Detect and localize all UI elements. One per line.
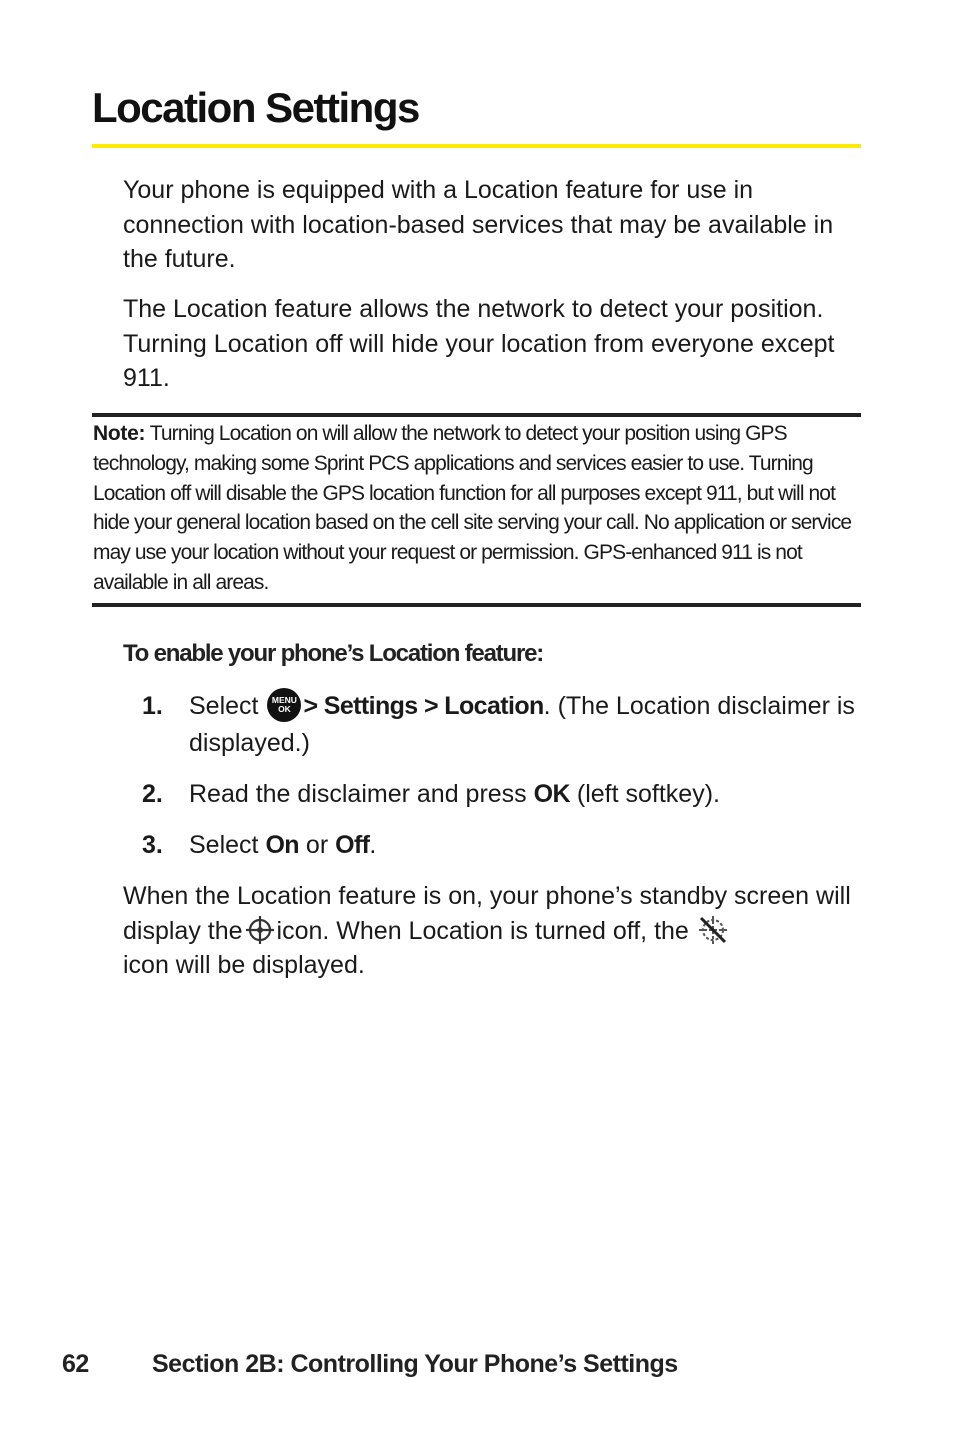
intro-paragraph-2: The Location feature allows the network to detect your position. Turning Location off will hide your location from everyone except 911. [123,295,835,392]
note-label: Note: [93,422,146,445]
or-text: or [305,831,329,859]
step-text [189,776,858,813]
note-text: Turning Location on will allow the network to detect your position using GPS technology, making some Sprint PCS applications and services easier to use. Turning Location off will disable the GPS location function for all purposes except 911, but will not hide your general location based on the cell site serving your call. No application or service may use your location without your request or permission. GPS-enhanced 911 is not available in all areas. [93,422,852,594]
location-on-icon [245,915,275,945]
note-top-rule [92,413,861,417]
step-3 [142,827,858,864]
note-bottom-rule [92,603,861,607]
ok-icon-label: OK [278,704,291,714]
ok-key: OK [533,780,570,808]
title-underline [92,144,861,148]
step-text [189,827,858,864]
step-number: 2. [142,780,163,808]
menu-icon-label: MENU [271,695,297,705]
step-number: 3. [142,831,163,859]
on-option: On [265,831,299,859]
note-box [93,419,859,598]
closing-text-1: When the Location feature is on, your phone’s standby screen will display the [123,882,851,945]
step-post: . [369,831,377,859]
step-pre: Read the disclaimer and press [189,780,527,808]
off-option: Off [335,831,370,859]
step-2 [142,776,858,813]
closing-text-2: icon. When Location is turned off, the [276,916,689,945]
section-title: Section 2B: Controlling Your Phone’s Settings [152,1350,678,1378]
step-post: . (The Location disclaimer is displayed.) [189,692,855,757]
location-off-icon [698,915,728,945]
closing-paragraph [123,879,858,983]
intro-paragraph-1: Your phone is equipped with a Location feature for use in connection with location-based services that may be available in the future. [123,176,834,273]
step-pre: Select [189,692,259,720]
menu-ok-icon [267,688,301,722]
page-title: Location Settings [92,84,419,131]
step-post: (left softkey). [576,780,720,808]
step-number: 1. [142,692,163,720]
step-1 [142,688,858,762]
page-number: 62 [62,1350,89,1378]
step-text [189,688,858,762]
step-pre: Select [189,831,259,859]
closing-text-3: icon will be displayed. [123,951,365,979]
menu-path: > Settings > Location [303,692,544,720]
procedure-heading: To enable your phone’s Location feature: [123,640,544,667]
